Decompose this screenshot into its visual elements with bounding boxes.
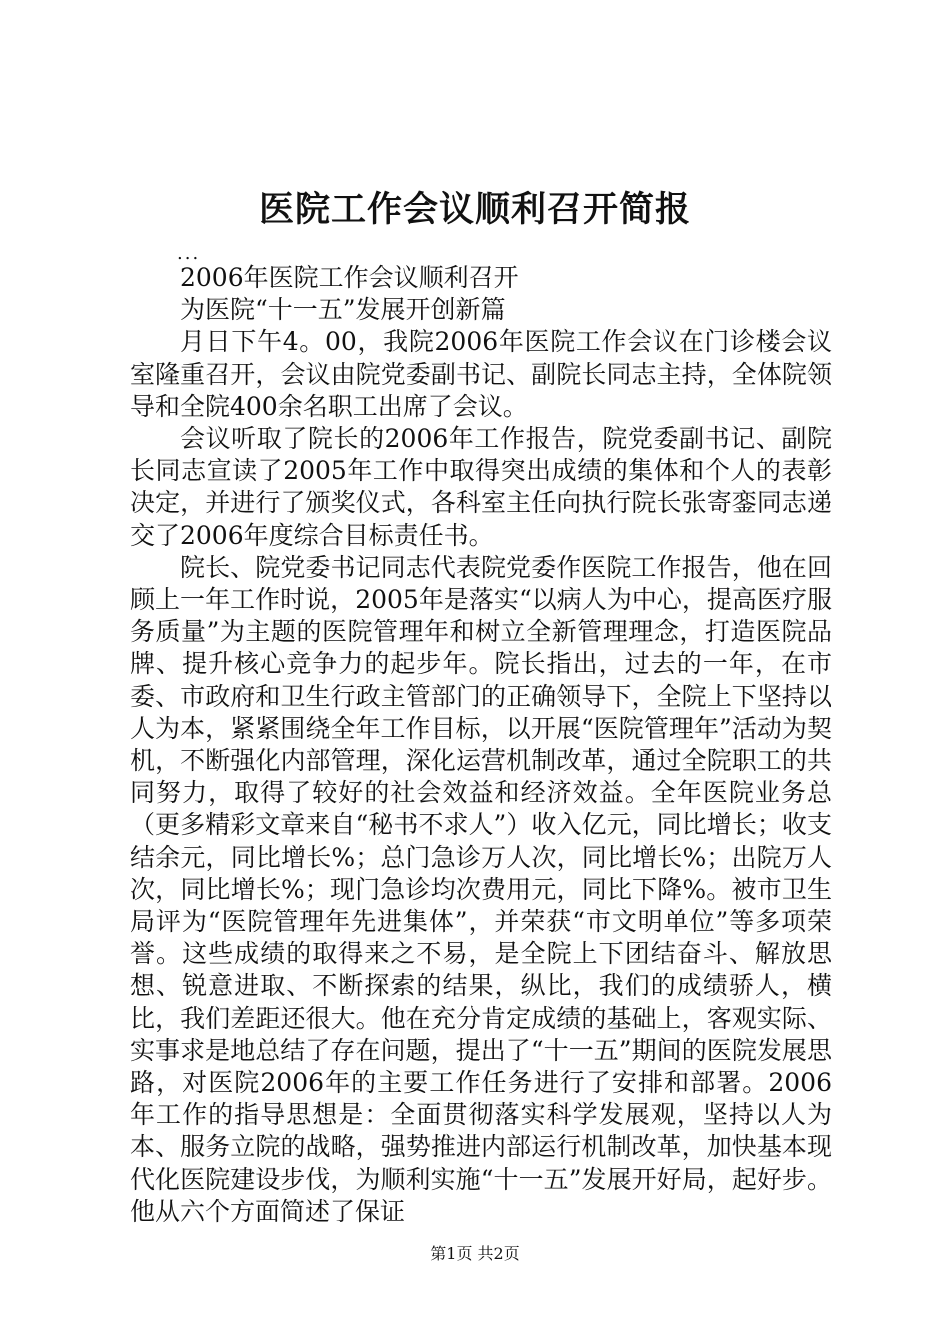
headline-line-1: 2006年医院工作会议顺利召开 (180, 263, 519, 292)
paragraph: 院长、院党委书记同志代表院党委作医院工作报告，他在回顾上一年工作时说，2005年是落实“以病人为中心，提高医疗服务质量”为主题的医院管理年和树立全新管理理念，打造医院品牌、提升核心竞争力的起步年。院长指出，过去的一年，在市委、市政府和卫生行政主管部门的正确领导下，全院上下坚持以人为本，紧紧围绕全年工作目标，以开展“医院管理年”活动为契机，不断强化内部管理，深化运营机制改革，通过全院职工的共同努力，取得了较好的社会效益和经济效益。全年医院业务总（更多精彩文章来自“秘书不求人”）收入亿元，同比增长；收支结余元，同比增长%；总门急诊万人次，同比增长%；出院万人次，同比增长%；现门急诊均次费用元，同比下降%。被市卫生局评为“医院管理年先进集体”，并荣获“市文明单位”等多项荣誉。这些成绩的取得来之不易，是全院上下团结奋斗、解放思想、锐意进取、不断探索的结果，纵比，我们的成绩骄人，横比，我们差距还很大。他在充分肯定成绩的基础上，客观实际、实事求是地总结了存在问题，提出了“十一五”期间的医院发展思路，对医院2006年的主要工作任务进行了安排和部署。2006年工作的指导思想是：全面贯彻落实科学发展观，坚持以人为本、服务立院的战略，强势推进内部运行机制改革，加快基本现代化医院建设步伐，为顺利实施“十一五”发展开好局，起好步。他从六个方面简述了保证 (130, 552, 832, 1226)
page-number-footer: 第1页 共2页 (430, 1244, 520, 1263)
headline-line-2: 为医院“十一五”发展开创新篇 (180, 295, 506, 325)
paragraph: 会议听取了院长的2006年工作报告，院党委副书记、副院长同志宣读了2005年工作中取得突出成绩的集体和个人的表彰决定，并进行了颁奖仪式，各科室主任向执行院长张寄銮同志递交了2006年度综合目标责任书。 (130, 424, 832, 550)
ellipsis-mark: ... (177, 243, 201, 264)
paragraph: 月日下午4。00，我院2006年医院工作会议在门诊楼会议室隆重召开，会议由院党委副书记、副院长同志主持，全体院领导和全院400余名职工出席了会议。 (130, 327, 832, 421)
document-title: 医院工作会议顺利召开简报 (258, 189, 691, 230)
document-body (130, 262, 832, 1228)
